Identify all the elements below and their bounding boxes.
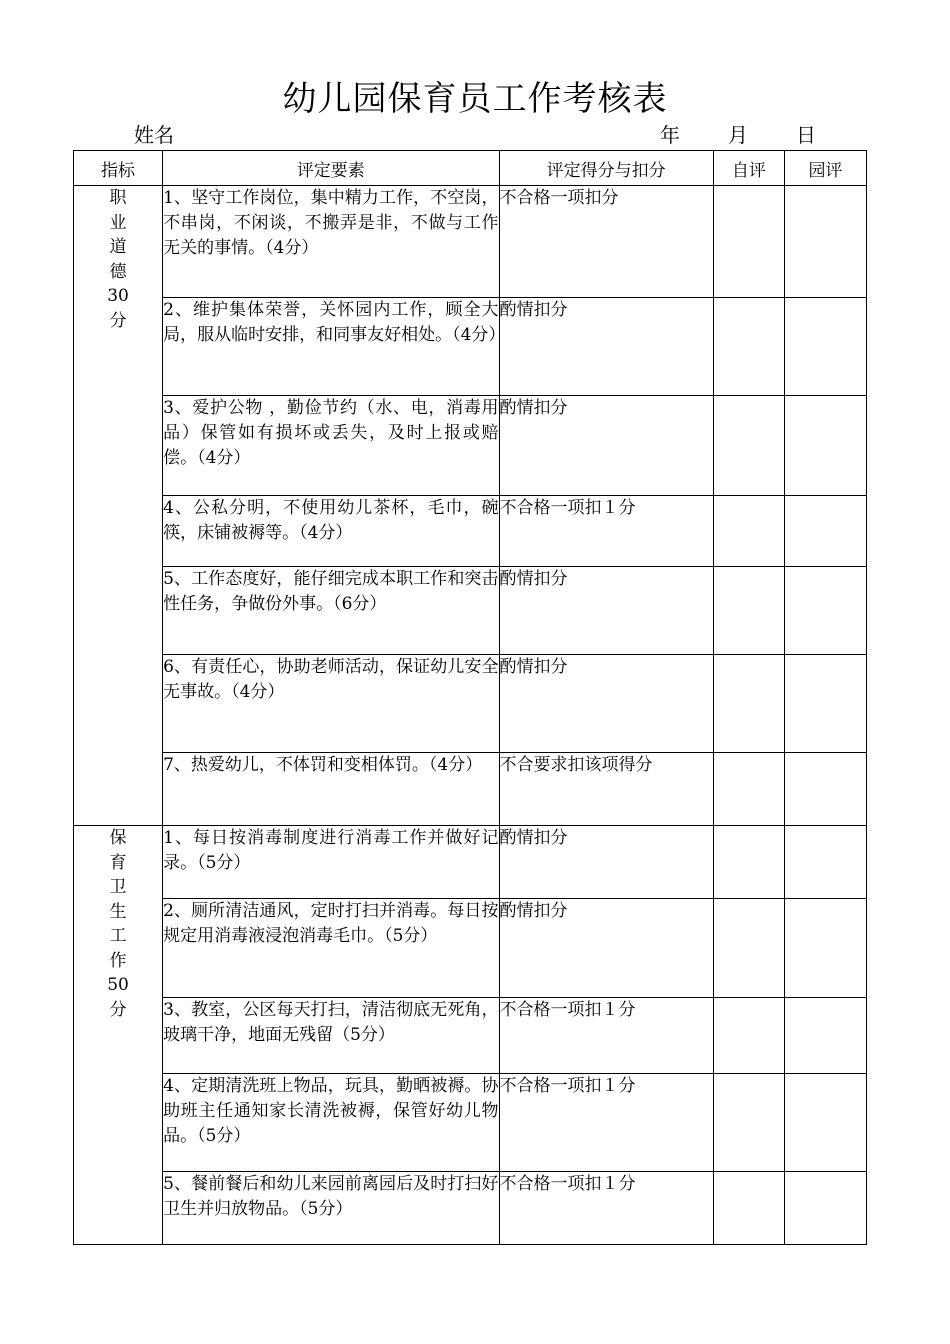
park-eval-cell[interactable] <box>784 753 866 826</box>
park-eval-cell[interactable] <box>784 1172 866 1245</box>
category-cell <box>74 826 163 1245</box>
score-rule-cell: 酌情扣分 <box>499 826 713 899</box>
self-eval-cell[interactable] <box>713 899 784 998</box>
table-row <box>74 753 867 826</box>
score-rule-cell: 酌情扣分 <box>499 655 713 753</box>
header-criteria: 评定要素 <box>163 151 499 186</box>
score-rule-cell: 不合格一项扣分 <box>499 186 713 298</box>
table-row <box>74 186 867 298</box>
criteria-cell: 5、工作态度好，能仔细完成本职工作和突击性任务，争做份外事。（6分） <box>163 567 499 655</box>
table-row <box>74 396 867 496</box>
park-eval-cell[interactable] <box>784 186 866 298</box>
table-row <box>74 298 867 396</box>
park-eval-cell[interactable] <box>784 567 866 655</box>
header-indicator: 指标 <box>74 151 163 186</box>
criteria-cell: 3、教室，公区每天打扫，清洁彻底无死角，玻璃干净，地面无残留（5分） <box>163 998 499 1074</box>
table-row <box>74 655 867 753</box>
criteria-cell: 6、有责任心，协助老师活动，保证幼儿安全无事故。（4分） <box>163 655 499 753</box>
criteria-cell: 7、热爱幼儿，不体罚和变相体罚。（4分） <box>163 753 499 826</box>
date-day-label: 日 <box>796 123 816 147</box>
self-eval-cell[interactable] <box>713 186 784 298</box>
score-rule-cell: 酌情扣分 <box>499 567 713 655</box>
table-row <box>74 1074 867 1172</box>
self-eval-cell[interactable] <box>713 298 784 396</box>
self-eval-cell[interactable] <box>713 826 784 899</box>
score-rule-cell: 不合要求扣该项得分 <box>499 753 713 826</box>
criteria-cell: 5、餐前餐后和幼儿来园前离园后及时打扫好卫生并归放物品。（5分） <box>163 1172 499 1245</box>
score-rule-cell: 不合格一项扣１分 <box>499 496 713 567</box>
table-row <box>74 826 867 899</box>
table-row <box>74 1172 867 1245</box>
self-eval-cell[interactable] <box>713 1074 784 1172</box>
park-eval-cell[interactable] <box>784 998 866 1074</box>
header-score: 评定得分与扣分 <box>499 151 713 186</box>
date-year-label: 年 <box>660 123 680 147</box>
name-label: 姓名 <box>134 123 174 147</box>
park-eval-cell[interactable] <box>784 396 866 496</box>
park-eval-cell[interactable] <box>784 826 866 899</box>
park-eval-cell[interactable] <box>784 496 866 567</box>
park-eval-cell[interactable] <box>784 1074 866 1172</box>
self-eval-cell[interactable] <box>713 396 784 496</box>
criteria-cell: 2、维护集体荣誉，关怀园内工作，顾全大局，服从临时安排，和同事友好相处。（4分） <box>163 298 499 396</box>
score-rule-cell: 不合格一项扣１分 <box>499 1172 713 1245</box>
criteria-cell: 4、公私分明，不使用幼儿茶杯，毛巾，碗筷，床铺被褥等。（4分） <box>163 496 499 567</box>
category-label: 职业道德30分 <box>107 188 129 331</box>
self-eval-cell[interactable] <box>713 753 784 826</box>
criteria-cell: 2、厕所清洁通风，定时打扫并消毒。每日按规定用消毒液浸泡消毒毛巾。（5分） <box>163 899 499 998</box>
park-eval-cell[interactable] <box>784 298 866 396</box>
date-month-label: 月 <box>728 123 748 147</box>
park-eval-cell[interactable] <box>784 899 866 998</box>
assessment-table <box>73 150 867 1245</box>
table-row <box>74 899 867 998</box>
self-eval-cell[interactable] <box>713 567 784 655</box>
table-row <box>74 998 867 1074</box>
criteria-cell: 1、每日按消毒制度进行消毒工作并做好记录。（5分） <box>163 826 499 899</box>
criteria-cell: 3、爱护公物 ，勤俭节约（水、电，消毒用品）保管如有损坏或丢失，及时上报或赔偿。（4分） <box>163 396 499 496</box>
park-eval-cell[interactable] <box>784 655 866 753</box>
self-eval-cell[interactable] <box>713 655 784 753</box>
category-cell <box>74 186 163 826</box>
header-self-eval: 自评 <box>713 151 784 186</box>
table-row <box>74 496 867 567</box>
score-rule-cell: 不合格一项扣１分 <box>499 1074 713 1172</box>
score-rule-cell: 不合格一项扣１分 <box>499 998 713 1074</box>
self-eval-cell[interactable] <box>713 496 784 567</box>
self-eval-cell[interactable] <box>713 1172 784 1245</box>
category-label: 保育卫生工作50分 <box>107 828 129 1020</box>
page-title: 幼儿园保育员工作考核表 <box>282 79 668 119</box>
score-rule-cell: 酌情扣分 <box>499 298 713 396</box>
score-rule-cell: 酌情扣分 <box>499 396 713 496</box>
criteria-cell: 1、坚守工作岗位，集中精力工作，不空岗，不串岗，不闲谈，不搬弄是非，不做与工作无关的事情。（4分） <box>163 186 499 298</box>
self-eval-cell[interactable] <box>713 998 784 1074</box>
header-park-eval: 园评 <box>784 151 866 186</box>
header-row <box>74 151 867 186</box>
criteria-cell: 4、定期清洗班上物品，玩具，勤晒被褥。协助班主任通知家长清洗被褥，保管好幼儿物品。（5分） <box>163 1074 499 1172</box>
score-rule-cell: 酌情扣分 <box>499 899 713 998</box>
table-row <box>74 567 867 655</box>
